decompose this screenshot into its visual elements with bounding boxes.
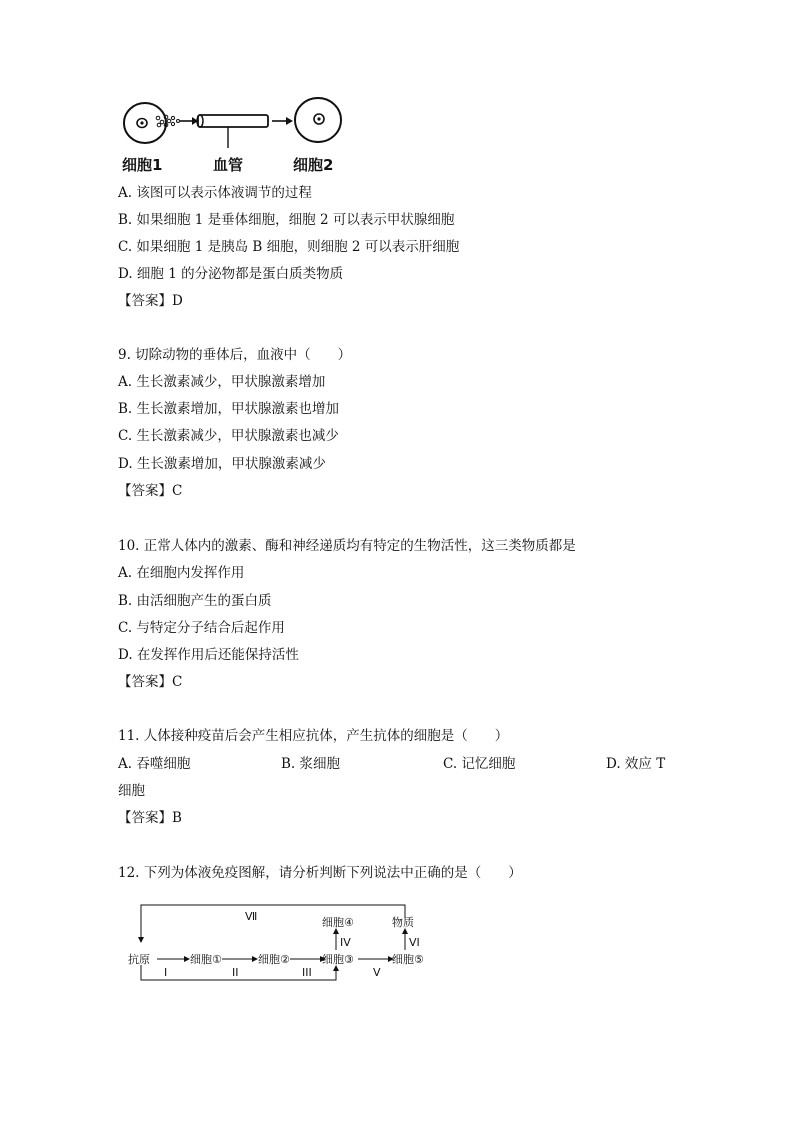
q9-option-b: B. 生长激素增加，甲状腺激素也增加 [118,401,340,417]
q11-answer: 【答案】B [118,810,182,826]
step-3: III [302,966,312,979]
q9-answer: 【答案】C [118,483,183,499]
step-2: II [232,966,239,979]
q8-option-c: C. 如果细胞 1 是胰岛 B 细胞，则细胞 2 可以表示肝细胞 [118,239,460,255]
node-cell5: 细胞⑤ [392,953,424,966]
q8-option-a: A. 该图可以表示体液调节的过程 [118,185,312,201]
label-vessel: 血管 [213,156,244,174]
q10-answer: 【答案】C [118,674,183,690]
q9-option-d: D. 生长激素增加，甲状腺激素减少 [118,456,326,472]
label-cell2: 细胞2 [293,156,334,174]
q10-option-b: B. 由活细胞产生的蛋白质 [118,593,272,609]
q11-option-d: D. 效应 T [606,756,666,772]
q11-option-d-continued: 细胞 [118,783,145,799]
q10-option-c: C. 与特定分子结合后起作用 [118,620,285,636]
q9-stem: 9. 切除动物的垂体后，血液中（ ） [118,347,352,363]
figure-humoral-immunity [120,898,440,990]
q8-option-b: B. 如果细胞 1 是垂体细胞，细胞 2 可以表示甲状腺细胞 [118,212,455,228]
node-cell3: 细胞③ [322,953,354,966]
q11-option-b: B. 浆细胞 [281,756,341,772]
step-1: I [164,966,168,979]
node-antigen: 抗原 [128,953,150,966]
step-7: Ⅶ [245,910,258,923]
q10-option-d: D. 在发挥作用后还能保持活性 [118,647,299,663]
q11-option-a: A. 吞噬细胞 [118,756,191,772]
step-6: VI [409,936,420,949]
figure-hormone-transport [118,96,358,176]
step-4: IV [340,936,351,949]
node-cell1: 细胞① [190,953,222,966]
q10-option-a: A. 在细胞内发挥作用 [118,565,245,581]
q10-stem: 10. 正常人体内的激素、酶和神经递质均有特定的生物活性，这三类物质都是 [118,538,576,554]
q12-stem: 12. 下列为体液免疫图解，请分析判断下列说法中正确的是（ ） [118,865,522,881]
node-substance: 物质 [392,916,414,929]
q9-option-c: C. 生长激素减少，甲状腺激素也减少 [118,428,339,444]
step-5: V [373,966,381,979]
q9-option-a: A. 生长激素减少，甲状腺激素增加 [118,374,326,390]
q8-option-d: D. 细胞 1 的分泌物都是蛋白质类物质 [118,266,344,282]
label-cell1: 细胞1 [122,156,163,174]
node-cell4: 细胞④ [322,916,354,929]
q8-answer: 【答案】D [118,293,183,309]
q11-option-c: C. 记忆细胞 [443,756,516,772]
blood-vessel-shape [197,115,268,148]
secretion-dots [156,115,179,127]
q11-stem: 11. 人体接种疫苗后会产生相应抗体，产生抗体的细胞是（ ） [118,728,509,744]
node-cell2: 细胞② [258,953,290,966]
